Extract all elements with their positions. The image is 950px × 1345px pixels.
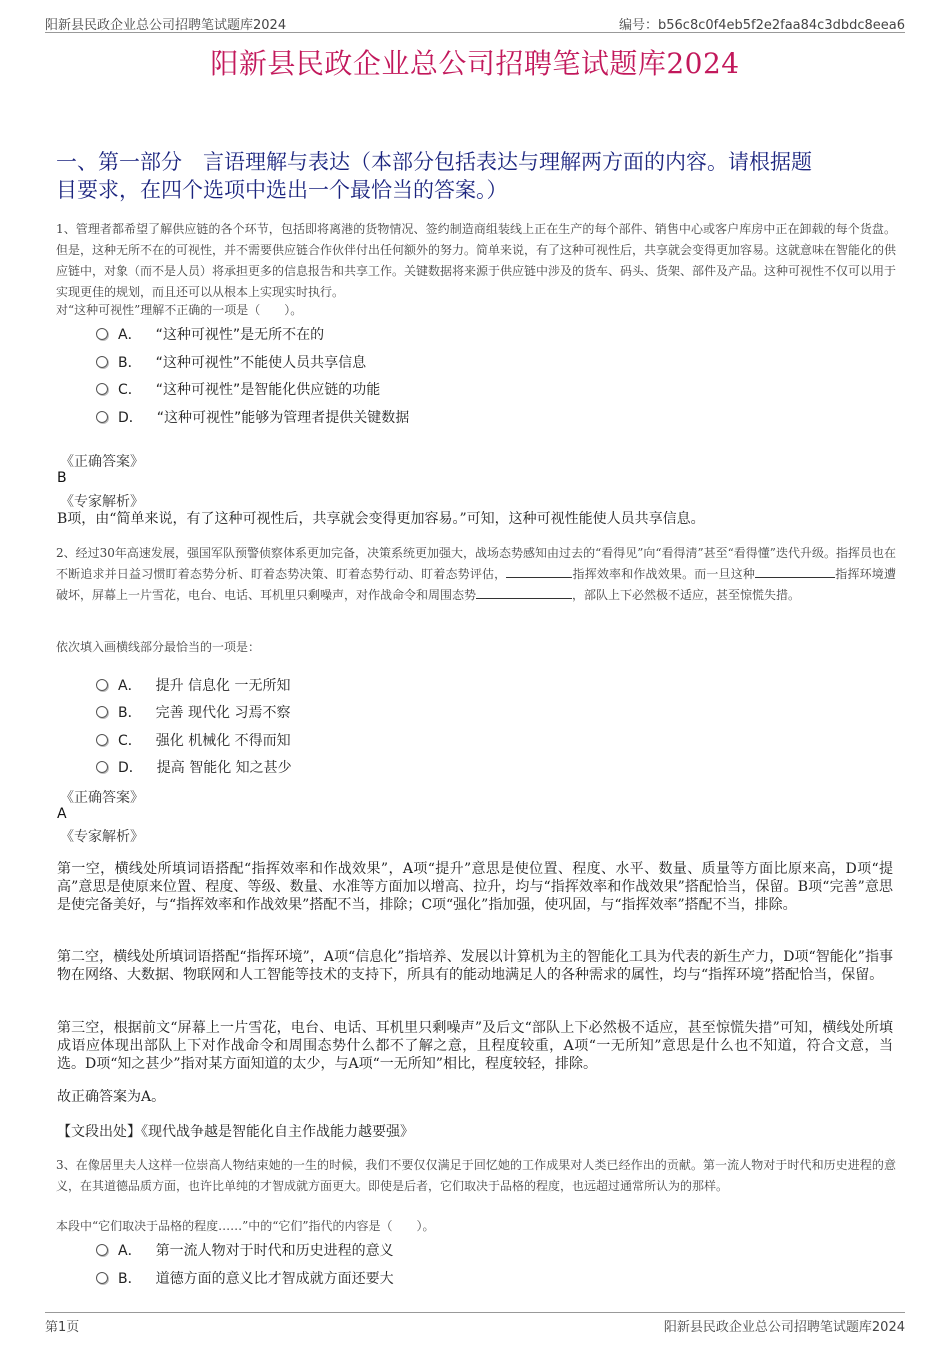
- radio-icon[interactable]: [96, 328, 108, 340]
- section-heading: [56, 148, 896, 204]
- q2-option-b[interactable]: B． 完善 现代化 习焉不察: [96, 702, 291, 722]
- q3-passage: 3、在像居里夫人这样一位崇高人物结束她的一生的时候，我们不要仅仅满足于回忆她的工作成果对人类已经作出的贡献。第一流人物对于时代和历史进程的意义，在其道德品质方面，也许比单纯的才智成就方面更大。即使是后者，它们取决于品格的程度，也远超过通常所认为的那样。: [56, 1158, 896, 1193]
- section-heading-line1: 一、第一部分 言语理解与表达（本部分包括表达与理解两方面的内容。请根据题: [56, 150, 812, 174]
- radio-icon[interactable]: [96, 383, 108, 395]
- footer-title: 阳新县民政企业总公司招聘笔试题库2024: [663, 1320, 905, 1335]
- radio-icon[interactable]: [96, 411, 108, 423]
- q2-analysis-1: 第一空，横线处所填词语搭配“指挥效率和作战效果”，A项“提升”意思是使位置、程度、水平、数量、质量等方面比原来高，D项“提高”意思是使原来位置、程度、等级、数量、水准等方面加以增高、拉升，均与“指挥效率和作战效果”搭配恰当，保留。B项“完善”意思是使完备美好，与“指挥效率和作战效果”搭配不当，排除；C项“强化”指加强，使巩固，与“指挥效率”搭配不当，排除。: [57, 861, 893, 913]
- page-footer: [45, 1312, 905, 1335]
- q3-stem: 本段中“它们取决于品格的程度……”中的“它们”指代的内容是（ ）。: [56, 1219, 435, 1233]
- q1-option-c[interactable]: C． “这种可视性”是智能化供应链的功能: [96, 379, 380, 399]
- section-heading-line2: 目要求，在四个选项中选出一个最恰当的答案。）: [56, 178, 508, 202]
- q2-option-d[interactable]: D． 提高 智能化 知之甚少: [96, 757, 292, 777]
- q2-option-a[interactable]: A． 提升 信息化 一无所知: [96, 675, 290, 695]
- q1-passage: 1、管理者都希望了解供应链的各个环节，包括即将离港的货物情况、签约制造商组装线上正在生产的每个部件、销售中心或客户库房中正在卸载的每个货盘。但是，这种无所不在的可视性，并不需要供应链合作伙伴付出任何额外的努力。简单来说，有了这种可视性后，共享就会变得更加容易。这就意味在智能化的供应链中，对象（而不是人员）将承担更多的信息报告和共享工作。关键数据将来源于供应链中涉及的货车、码头、货架、部件及产品。这种可视性不仅可以用于实现更佳的规划，而且还可以从根本上实现实时执行。: [56, 222, 897, 299]
- q1-option-a[interactable]: A． “这种可视性”是无所不在的: [96, 324, 324, 344]
- q1-option-b[interactable]: B． “这种可视性”不能使人员共享信息: [96, 352, 366, 372]
- radio-icon[interactable]: [96, 1244, 108, 1256]
- radio-icon[interactable]: [96, 706, 108, 718]
- q2-analysis-label: 《专家解析》: [60, 829, 144, 845]
- q2-answer-label: 《正确答案》: [60, 790, 144, 806]
- q2-analysis-3: 第三空，根据前文“屏幕上一片雪花，电台、电话、耳机里只剩噪声”及后文“部队上下必然极不适应，甚至惊慌失措”可知，横线处所填成语应体现出部队上下对作战命令和周围态势什么都不了解之意，且程度较重，A项“一无所知”意思是什么也不知道，符合文意，当选。D项“知之甚少”指对某方面知道的太少，与A项“一无所知”相比，程度较轻，排除。: [57, 1020, 893, 1072]
- fill-blank-2: [755, 565, 835, 578]
- q3-option-a[interactable]: A． 第一流人物对于时代和历史进程的意义: [96, 1240, 394, 1260]
- q2-analysis-2: 第二空，横线处所填词语搭配“指挥环境”，A项“信息化”指培养、发展以计算机为主的智能化工具为代表的新生产力，D项“智能化”指事物在网络、大数据、物联网和人工智能等技术的支持下，所具有的能动地满足人的各种需求的属性，均与“指挥环境”搭配恰当，保留。: [57, 949, 893, 983]
- radio-icon[interactable]: [96, 356, 108, 368]
- q1-stem: 对“这种可视性”理解不正确的一项是（ ）。: [56, 303, 303, 317]
- header-title: 阳新县民政企业总公司招聘笔试题库2024: [45, 18, 287, 33]
- q1-answer-label: 《正确答案》: [60, 454, 144, 470]
- fill-blank-1: [506, 565, 572, 578]
- q3-option-b[interactable]: B． 道德方面的意义比才智成就方面还要大: [96, 1268, 394, 1288]
- q2-source: 【文段出处】《现代战争越是智能化自主作战能力越要强》: [57, 1124, 414, 1140]
- q2-answer: A: [57, 806, 67, 822]
- header-serial: 编号：b56c8c0f4eb5f2e2faa84c3dbdc8eea6: [619, 18, 905, 33]
- q2-conclusion: 故正确答案为A。: [57, 1089, 166, 1105]
- radio-icon[interactable]: [96, 1272, 108, 1284]
- q1-answer: B: [57, 470, 67, 486]
- q2-option-c[interactable]: C． 强化 机械化 不得而知: [96, 730, 291, 750]
- page-title: 阳新县民政企业总公司招聘笔试题库2024: [210, 47, 740, 80]
- page-number: 第1页: [45, 1320, 80, 1335]
- q2-passage: 2、经过30年高速发展，强国军队预警侦察体系更加完备，决策系统更加强大，战场态势感知由过去的“看得见”向“看得清”甚至“看得懂”迭代升级。指挥员也在不断追求并日益习惯盯着态势分析、盯着态势决策、盯着态势行动、盯着态势评估， 指挥效率和作战效果。而一旦这种 指挥环境遭破坏，屏幕上一片雪花，电台、电话、耳机里只剩噪声，对作战命令和周围态势 ，部队上下必然极不适应，甚至惊慌失措。: [56, 546, 896, 602]
- q1-analysis-label: 《专家解析》: [60, 494, 144, 510]
- radio-icon[interactable]: [96, 761, 108, 773]
- q1-analysis: B项，由“简单来说，有了这种可视性后，共享就会变得更加容易。”可知，这种可视性能使人员共享信息。: [57, 511, 705, 527]
- page-header: [45, 12, 905, 33]
- fill-blank-3: [476, 586, 572, 599]
- radio-icon[interactable]: [96, 734, 108, 746]
- radio-icon[interactable]: [96, 679, 108, 691]
- q1-option-d[interactable]: D． “这种可视性”能够为管理者提供关键数据: [96, 407, 409, 427]
- q2-stem: 依次填入画横线部分最恰当的一项是：: [56, 640, 261, 654]
